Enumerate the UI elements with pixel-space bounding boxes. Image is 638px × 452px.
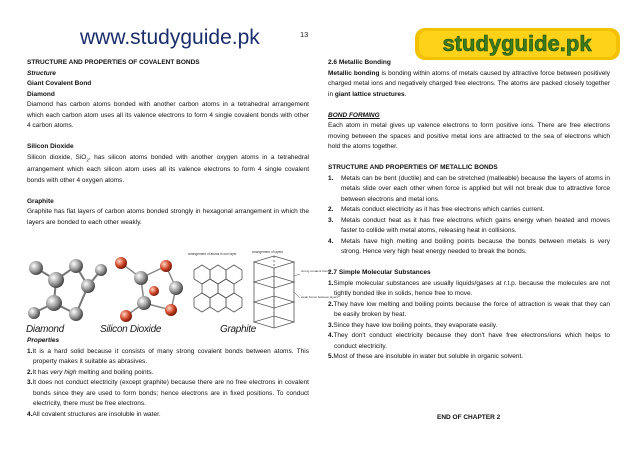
caption-silicon-dioxide: Silicon Dioxide — [100, 324, 162, 335]
metallic-text: Metallic bonding is bonding within atoms of metals caused by attractive force between positively charged metal ions and negatively charged free electrons. The atoms are packed closely together in giant lattice structures. — [328, 69, 610, 98]
graphite-heading: Graphite — [27, 197, 54, 205]
graphite-layers-model — [254, 256, 294, 328]
property-item: 2.It has very high melting and boiling points. — [27, 368, 154, 376]
right-column — [328, 58, 610, 363]
bond-forming-heading: BOND FORMING — [328, 111, 380, 119]
metallic-heading: 2.6 Metallic Bonding — [328, 59, 391, 66]
simple-molecular-item: 3.Since they have low boiling points, they evaporate easily. — [328, 321, 498, 329]
end-of-chapter: END OF CHAPTER 2 — [437, 414, 501, 421]
graphite-layer-model — [194, 265, 242, 312]
simple-molecular-item: 4.They don't conduct electricity because they don't have free electrons/ions which helps to conduct electricity. — [328, 332, 610, 350]
structures-illustration — [26, 248, 339, 336]
property-item: 3.It does not conduct electricity (except graphite) because there are no free electrons in covalent bonds since they are used to form bonds; hence electrons are in fixed positions. To conduct electricity, there must be free electrons. — [27, 379, 309, 407]
graphite-text: Graphite has flat layers of carbon atoms bonded strongly in hexagonal arrangement in which the layers are bonded to each other weakly. — [27, 208, 309, 226]
giant-covalent-heading: Giant Covalent Bond — [27, 80, 92, 87]
label-layers: arrangement of layers — [252, 250, 284, 254]
property-item: 1.It is a hard solid because it consists of many strong covalent bonds between atoms. This property makes it suitable as abrasives. — [27, 347, 309, 365]
diamond-model — [28, 259, 107, 321]
left-column — [27, 58, 309, 228]
metallic-properties-heading: STRUCTURE AND PROPERTIES OF METALLIC BONDS — [328, 164, 498, 171]
metallic-property-item: 1. Metals can be bent (ductile) and can be stretched (malleable) because the layers of atoms in metals slide over each other when force is applied but will not break due to attractive force between electrons and metal ions. — [328, 174, 610, 203]
structure-heading: Structure — [27, 69, 56, 77]
label-weak-forces: weak forces between layers — [301, 295, 339, 299]
metallic-property-item: 2. Metals conduct electricity as it has free electrons which carries current. — [328, 206, 545, 213]
metallic-property-item: 4. Metals have high melting and boiling points because the bonds between metals is very strong. Hence very high heat energy needed to break the bonds. — [328, 237, 610, 255]
studyguide-logo — [415, 28, 620, 60]
diamond-heading: Diamond — [27, 90, 55, 98]
label-strong-bonds: strong covalent bonds — [301, 269, 331, 273]
page-number: 13 — [300, 30, 309, 39]
covalent-structures-figure — [26, 248, 339, 336]
section-title: STRUCTURE AND PROPERTIES OF COVALENT BONDS — [27, 59, 200, 66]
sio2-text: Silicon dioxide, SiO$_2$, has silicon atoms bonded with another oxygen atoms in a tetrahedral arrangement which each silicon atom uses all its valence electrons to form 4 single covalent bonds with other 4 oxygen atoms. — [27, 153, 310, 184]
bond-forming-text: Each atom in metal gives up valence electrons to form positive ions. There are free electrons moving between the spaces and positive metal ions are attracted to the sea of electrons which hold the atoms together. — [328, 122, 610, 150]
metallic-property-item: 3. Metals conduct heat as it has free electrons which gains energy when heated and moves faster to collide with metal atoms, releasing heat in collisions. — [328, 216, 610, 234]
sio2-heading: Silicon Dioxide — [27, 143, 74, 150]
caption-graphite: Graphite — [220, 324, 256, 335]
simple-molecular-item: 5.Most of these are insoluble in water but soluble in organic solvent. — [328, 353, 524, 360]
label-one-layer: arrangement of atoms in one layer — [188, 252, 237, 256]
simple-molecular-heading: 2.7 Simple Molecular Substances — [328, 269, 431, 276]
property-item: 4.All covalent structures are insoluble in water. — [27, 410, 161, 418]
properties-heading: Properties — [27, 337, 60, 344]
diamond-text: Diamond has carbon atoms bonded with another carbon atoms in a tetrahedral arrangement which each carbon atom uses all its valence electrons to form 4 single covalent bonds with other 4 carbon atoms. — [27, 101, 309, 129]
simple-molecular-item: 1.Simple molecular substances are usually liquids/gases at r.t.p. because the molecules are not tightly bonded like in solids, hence free to move. — [328, 279, 610, 297]
logo-text: studyguide.pk — [442, 31, 592, 56]
silicon-dioxide-model — [115, 257, 183, 322]
caption-diamond: Diamond — [26, 324, 64, 335]
header-url: www.studyguide.pk — [80, 26, 260, 49]
properties-block — [27, 336, 309, 420]
simple-molecular-item: 2.They have low melting and boiling points because the force of attraction is weak that they can be easily broken by heat. — [328, 300, 610, 318]
